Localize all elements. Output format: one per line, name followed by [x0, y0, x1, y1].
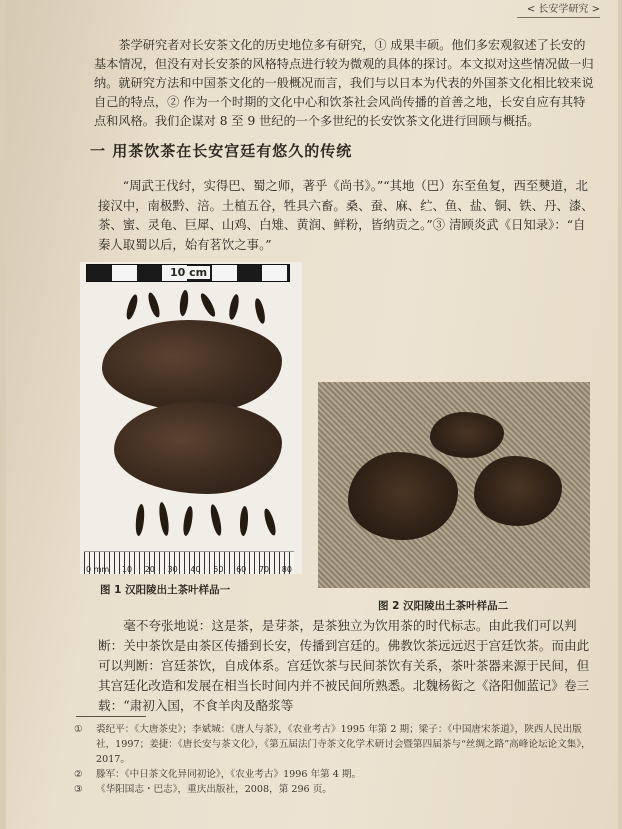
ruler-label: 10 cm: [167, 266, 210, 279]
figure-2-photo: [318, 382, 590, 588]
ruler-numbers: [84, 565, 294, 574]
running-header: < 长安学研究 >: [517, 0, 600, 18]
ruler-number: 50: [213, 565, 224, 574]
tea-leaf: [263, 507, 278, 536]
body-paragraph: 毫不夸张地说：这是茶，是芽茶，是茶独立为饮用茶的时代标志。由此我们可以判断：关中茶饮是由茶区传播到长安，传播到宫廷的。佛教饮茶远远迟于宫廷饮茶。而由此可以判断：宫廷茶饮，自成体系。宫廷饮茶与民间茶饮有关系，茶叶茶器来源于民间，但其宫廷化改造和发展在相当长时间内并不被民间所熟悉。北魏杨衒之《洛阳伽蓝记》卷三载：“肃初入国，不食羊肉及酪浆等: [98, 618, 590, 713]
tea-leaf: [181, 505, 195, 536]
ruler-number: 80: [281, 565, 292, 574]
figure-1-photo: [80, 262, 302, 574]
tea-leaf: [158, 502, 170, 537]
book-page: [6, 0, 618, 829]
tea-leaf: [134, 504, 146, 537]
scale-ruler-top: [86, 264, 290, 282]
tea-leaf: [209, 504, 222, 537]
footnote-text: 《华阳国志・巴志》，重庆出版社，2008，第 296 页。: [96, 784, 332, 795]
tea-leaf: [227, 293, 241, 320]
footnote-divider: [76, 716, 146, 717]
tea-leaf: [147, 291, 161, 318]
footnote-number: ③: [74, 784, 83, 795]
tea-leaf: [124, 293, 140, 320]
footnote-item: [74, 782, 594, 797]
tea-leaf: [199, 292, 217, 319]
tea-sample-top: [430, 412, 504, 458]
tea-leaf: [238, 506, 249, 537]
figure-1-caption: 图 1 汉阳陵出土茶叶样品一: [100, 584, 231, 596]
tea-sample-lower: [114, 402, 282, 494]
quote-paragraph: “周武王伐纣，实得巴、蜀之师，著乎《尚书》。”“其地（巴）东至鱼复，西至僰道，北接汉中，南极黔、涪。土植五谷，牲具六畜。桑、蚕、麻、纻、鱼、盐、铜、铁、丹、漆、茶、蜜、灵龟、巨犀、山鸡、白雉、黄润、鲜粉，皆纳贡之。”③ 清顾炎武《日知录》：“自秦人取蜀以后，始有茗饮之事。”: [98, 178, 594, 252]
figure-2-caption: 图 2 汉阳陵出土茶叶样品二: [378, 600, 509, 612]
footnote-number: ②: [74, 769, 83, 780]
footnote-number: ①: [74, 724, 83, 735]
tea-sample-upper: [102, 320, 282, 412]
intro-paragraph: 茶学研究者对长安茶文化的历史地位多有研究，① 成果丰硕。他们多宏观叙述了长安的基本情况，但没有对长安茶的风格特点进行较为微观的具体的探讨。本文拟对这些情况做一归纳。就研究方法和中国茶文化的一般概况而言，我们与以日本为代表的外国茶文化相比较来说自己的特点，② 作为一个时期的文化中心和饮茶社会风尚传播的首善之地，长安自应有其特点和风格。我们企谋对 8 至 9 世纪的一个多世纪的长安饮茶文化进行回顾与概括。: [94, 38, 594, 128]
footnote-text: 裘纪平：《大唐茶史》；李斌城：《唐人与茶》，《农业考古》1995 年第 2 期；梁子：《中国唐宋茶道》，陕西人民出版社，1997；姜捷：《唐长安与茶文化》，《第五届法门寺茶文化学术研讨会暨第四届茶与“丝绸之路”高峰论坛论文集》，2017。: [96, 724, 591, 765]
footnotes: [74, 722, 594, 797]
ruler-number: 40: [190, 565, 201, 574]
footnote-item: [74, 722, 594, 767]
footnote-text: 滕军：《中日茶文化异同初论》，《农业考古》1996 年第 4 期。: [96, 769, 362, 780]
section-heading: 一 用茶饮茶在长安宫廷有悠久的传统: [90, 142, 353, 160]
ruler-number: 10: [121, 565, 133, 574]
ruler-number: 20: [144, 565, 155, 574]
tea-sample-right: [474, 456, 562, 526]
footnote-item: [74, 767, 594, 782]
tea-leaf: [254, 298, 266, 325]
ruler-number: 60: [236, 565, 247, 574]
ruler-number: 0 mm: [86, 565, 110, 574]
ruler-number: 30: [167, 565, 178, 574]
tea-leaf: [178, 290, 190, 317]
tea-sample-left: [348, 452, 458, 540]
ruler-number: 70: [258, 565, 270, 574]
